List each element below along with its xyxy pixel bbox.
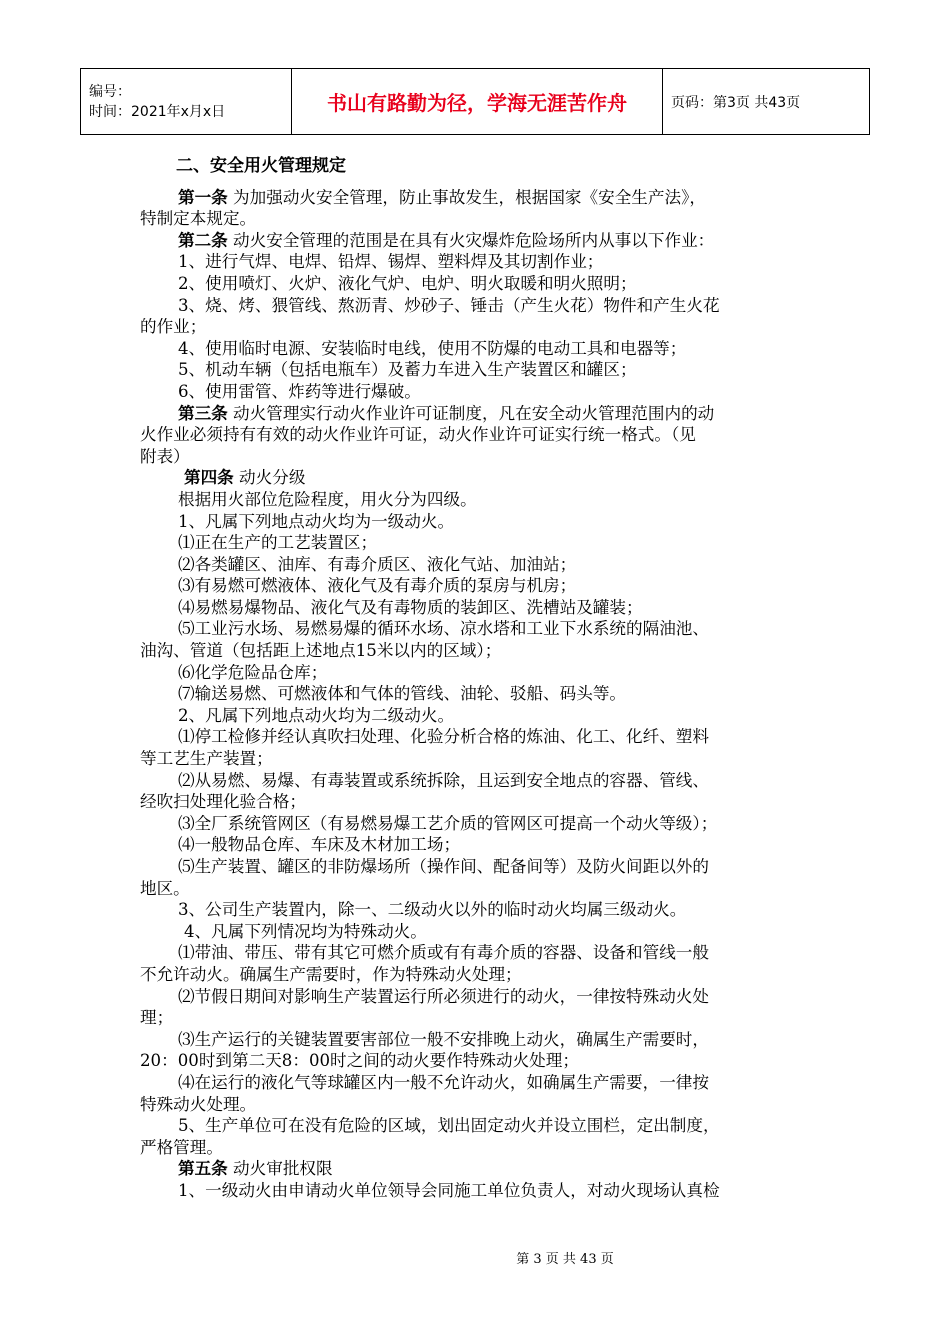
text-line — [140, 575, 805, 597]
text-line — [140, 726, 805, 748]
line-text: 严格管理。 — [140, 1137, 223, 1157]
article-label: 第五条 — [178, 1159, 228, 1179]
text-line — [140, 856, 805, 878]
number-label: 编号： — [89, 83, 131, 100]
text-line — [140, 878, 805, 900]
line-text: ⑶生产运行的关键装置要害部位一般不安排晚上动火，确属生产需要时， — [178, 1029, 709, 1049]
line-text: ⑷在运行的液化气等球罐区内一般不允许动火，如确属生产需要，一律按 — [178, 1072, 709, 1092]
line-text: ⑷一般物品仓库、车床及木材加工场； — [178, 835, 461, 855]
text-line — [140, 251, 805, 273]
text-line — [140, 511, 805, 533]
line-text: 火作业必须持有有效的动火作业许可证，动火作业许可证实行统一格式。（见 — [140, 425, 696, 445]
document-body — [140, 156, 805, 1202]
footer-page-number: 第 3 页 共 43 页 — [516, 1252, 614, 1267]
text-line — [140, 1029, 805, 1051]
line-text: ⑴停工检修并经认真吹扫处理、化验分析合格的炼油、化工、化纤、塑料 — [178, 727, 709, 747]
text-line — [140, 683, 805, 705]
line-text: 1、凡属下列地点动火均为一级动火。 — [178, 511, 455, 531]
text-line — [140, 554, 805, 576]
text-line — [140, 338, 805, 360]
line-text: 经吹扫处理化验合格； — [140, 792, 306, 812]
line-text: 动火安全管理的范围是在具有火灾爆炸危险场所内从事以下作业： — [227, 230, 715, 250]
line-text: 1、进行气焊、电焊、铅焊、锡焊、塑料焊及其切割作业； — [178, 252, 604, 272]
line-text: 3、烧、烤、猥管线、熬沥青、炒砂子、锤击（产生火花）物件和产生火花 — [178, 295, 720, 315]
line-text: 5、生产单位可在没有危险的区域，划出固定动火并设立围栏，定出制度， — [178, 1116, 720, 1136]
text-line — [140, 942, 805, 964]
line-text: ⑵从易燃、易爆、有毒装置或系统拆除，且运到安全地点的容器、管线、 — [178, 770, 709, 790]
line-text: ⑶全厂系统管网区（有易燃易爆工艺介质的管网区可提高一个动火等级）； — [178, 813, 718, 833]
text-line — [140, 316, 805, 338]
line-text: 2、使用喷灯、火炉、液化气炉、电炉、明火取暖和明火照明； — [178, 273, 637, 293]
line-text: ⑵节假日期间对影响生产装置运行所必须进行的动火，一律按特殊动火处 — [178, 986, 709, 1006]
line-text: 等工艺生产装置； — [140, 749, 273, 769]
line-text: 4、使用临时电源、安装临时电线，使用不防爆的电动工具和电器等； — [178, 338, 687, 358]
article-label: 第四条 — [184, 468, 234, 488]
article-label: 第三条 — [178, 403, 228, 423]
text-line — [140, 1050, 805, 1072]
text-line — [140, 187, 805, 209]
line-text: 为加强动火安全管理，防止事故发生，根据国家《安全生产法》， — [227, 187, 706, 207]
text-line — [140, 1158, 805, 1180]
text-line — [140, 1137, 805, 1159]
text-line — [140, 424, 805, 446]
text-line — [140, 834, 805, 856]
time-label: 时间：2021年x月x日 — [89, 103, 226, 120]
line-text: ⑴带油、带压、带有其它可燃介质或有有毒介质的容器、设备和管线一般 — [178, 943, 709, 963]
line-text: 的作业； — [140, 317, 207, 337]
text-line — [140, 1094, 805, 1116]
article-label: 第二条 — [178, 230, 228, 250]
line-text: 特殊动火处理。 — [140, 1094, 257, 1114]
text-line — [140, 359, 805, 381]
text-line — [140, 618, 805, 640]
text-line — [140, 597, 805, 619]
line-text: 地区。 — [140, 878, 190, 898]
line-text: 动火分级 — [233, 468, 306, 488]
text-line — [140, 964, 805, 986]
text-line — [140, 381, 805, 403]
line-text: ⑵各类罐区、油库、有毒介质区、液化气站、加油站； — [178, 554, 577, 574]
line-text: 理； — [140, 1008, 174, 1028]
line-text: 特制定本规定。 — [140, 209, 257, 229]
motto: 书山有路勤为径，学海无涯苦作舟 — [292, 69, 663, 135]
text-line — [140, 640, 805, 662]
line-text: 附表） — [140, 446, 190, 466]
text-line — [140, 1072, 805, 1094]
text-line — [140, 1007, 805, 1029]
line-text: 4、凡属下列情况均为特殊动火。 — [184, 921, 427, 941]
header-left-cell — [81, 69, 292, 135]
text-line — [140, 662, 805, 684]
text-line — [140, 748, 805, 770]
line-text: 不允许动火。确属生产需要时，作为特殊动火处理； — [140, 964, 522, 984]
article-label: 第一条 — [178, 187, 228, 207]
line-text: 6、使用雷管、炸药等进行爆破。 — [178, 381, 421, 401]
line-text: ⑸工业污水场、易燃易爆的循环水场、凉水塔和工业下水系统的隔油池、 — [178, 619, 709, 639]
text-line — [140, 791, 805, 813]
line-text: 动火审批权限 — [227, 1159, 333, 1179]
line-text: ⑷易燃易爆物品、液化气及有毒物质的装卸区、洗槽站及罐装； — [178, 597, 643, 617]
text-line — [140, 403, 805, 425]
line-text: 油沟、管道（包括距上述地点15米以内的区域）； — [140, 641, 502, 661]
text-line — [140, 295, 805, 317]
text-line — [140, 446, 805, 468]
section-title: 二、安全用火管理规定 — [176, 156, 346, 176]
text-line — [140, 208, 805, 230]
paragraph-lines — [140, 187, 805, 1202]
text-line — [140, 921, 805, 943]
line-text: 5、机动车辆（包括电瓶车）及蓄力车进入生产装置区和罐区； — [178, 360, 637, 380]
text-line — [140, 230, 805, 252]
line-text: ⑶有易燃可燃液体、液化气及有毒介质的泵房与机房； — [178, 576, 577, 596]
header-table — [80, 68, 870, 135]
line-text: ⑹化学危险品仓库； — [178, 662, 328, 682]
line-text: ⑴正在生产的工艺装置区； — [178, 533, 378, 553]
text-line — [140, 986, 805, 1008]
text-line — [140, 273, 805, 295]
line-text: 20：00时到第二天8：00时之间的动火要作特殊动火处理； — [140, 1051, 579, 1071]
line-text: 1、一级动火由申请动火单位领导会同施工单位负责人，对动火现场认真检 — [178, 1180, 720, 1200]
text-line — [140, 705, 805, 727]
page-footer — [0, 1248, 950, 1267]
line-text: 2、凡属下列地点动火均为二级动火。 — [178, 705, 455, 725]
line-text: 3、公司生产装置内，除一、二级动火以外的临时动火均属三级动火。 — [178, 900, 687, 920]
line-text: ⑺输送易燃、可燃液体和气体的管线、油轮、驳船、码头等。 — [178, 684, 627, 704]
text-line — [140, 467, 805, 489]
text-line — [140, 1115, 805, 1137]
text-line — [140, 532, 805, 554]
page-info: 页码：第3页 共43页 — [663, 69, 870, 135]
text-line — [140, 899, 805, 921]
text-line — [140, 489, 805, 511]
line-text: ⑸生产装置、罐区的非防爆场所（操作间、配备间等）及防火间距以外的 — [178, 857, 709, 876]
text-line — [140, 813, 805, 835]
line-text: 根据用火部位危险程度，用火分为四级。 — [178, 489, 477, 509]
text-line — [140, 1180, 805, 1202]
text-line — [140, 770, 805, 792]
line-text: 动火管理实行动火作业许可证制度，凡在安全动火管理范围内的动 — [227, 403, 715, 423]
